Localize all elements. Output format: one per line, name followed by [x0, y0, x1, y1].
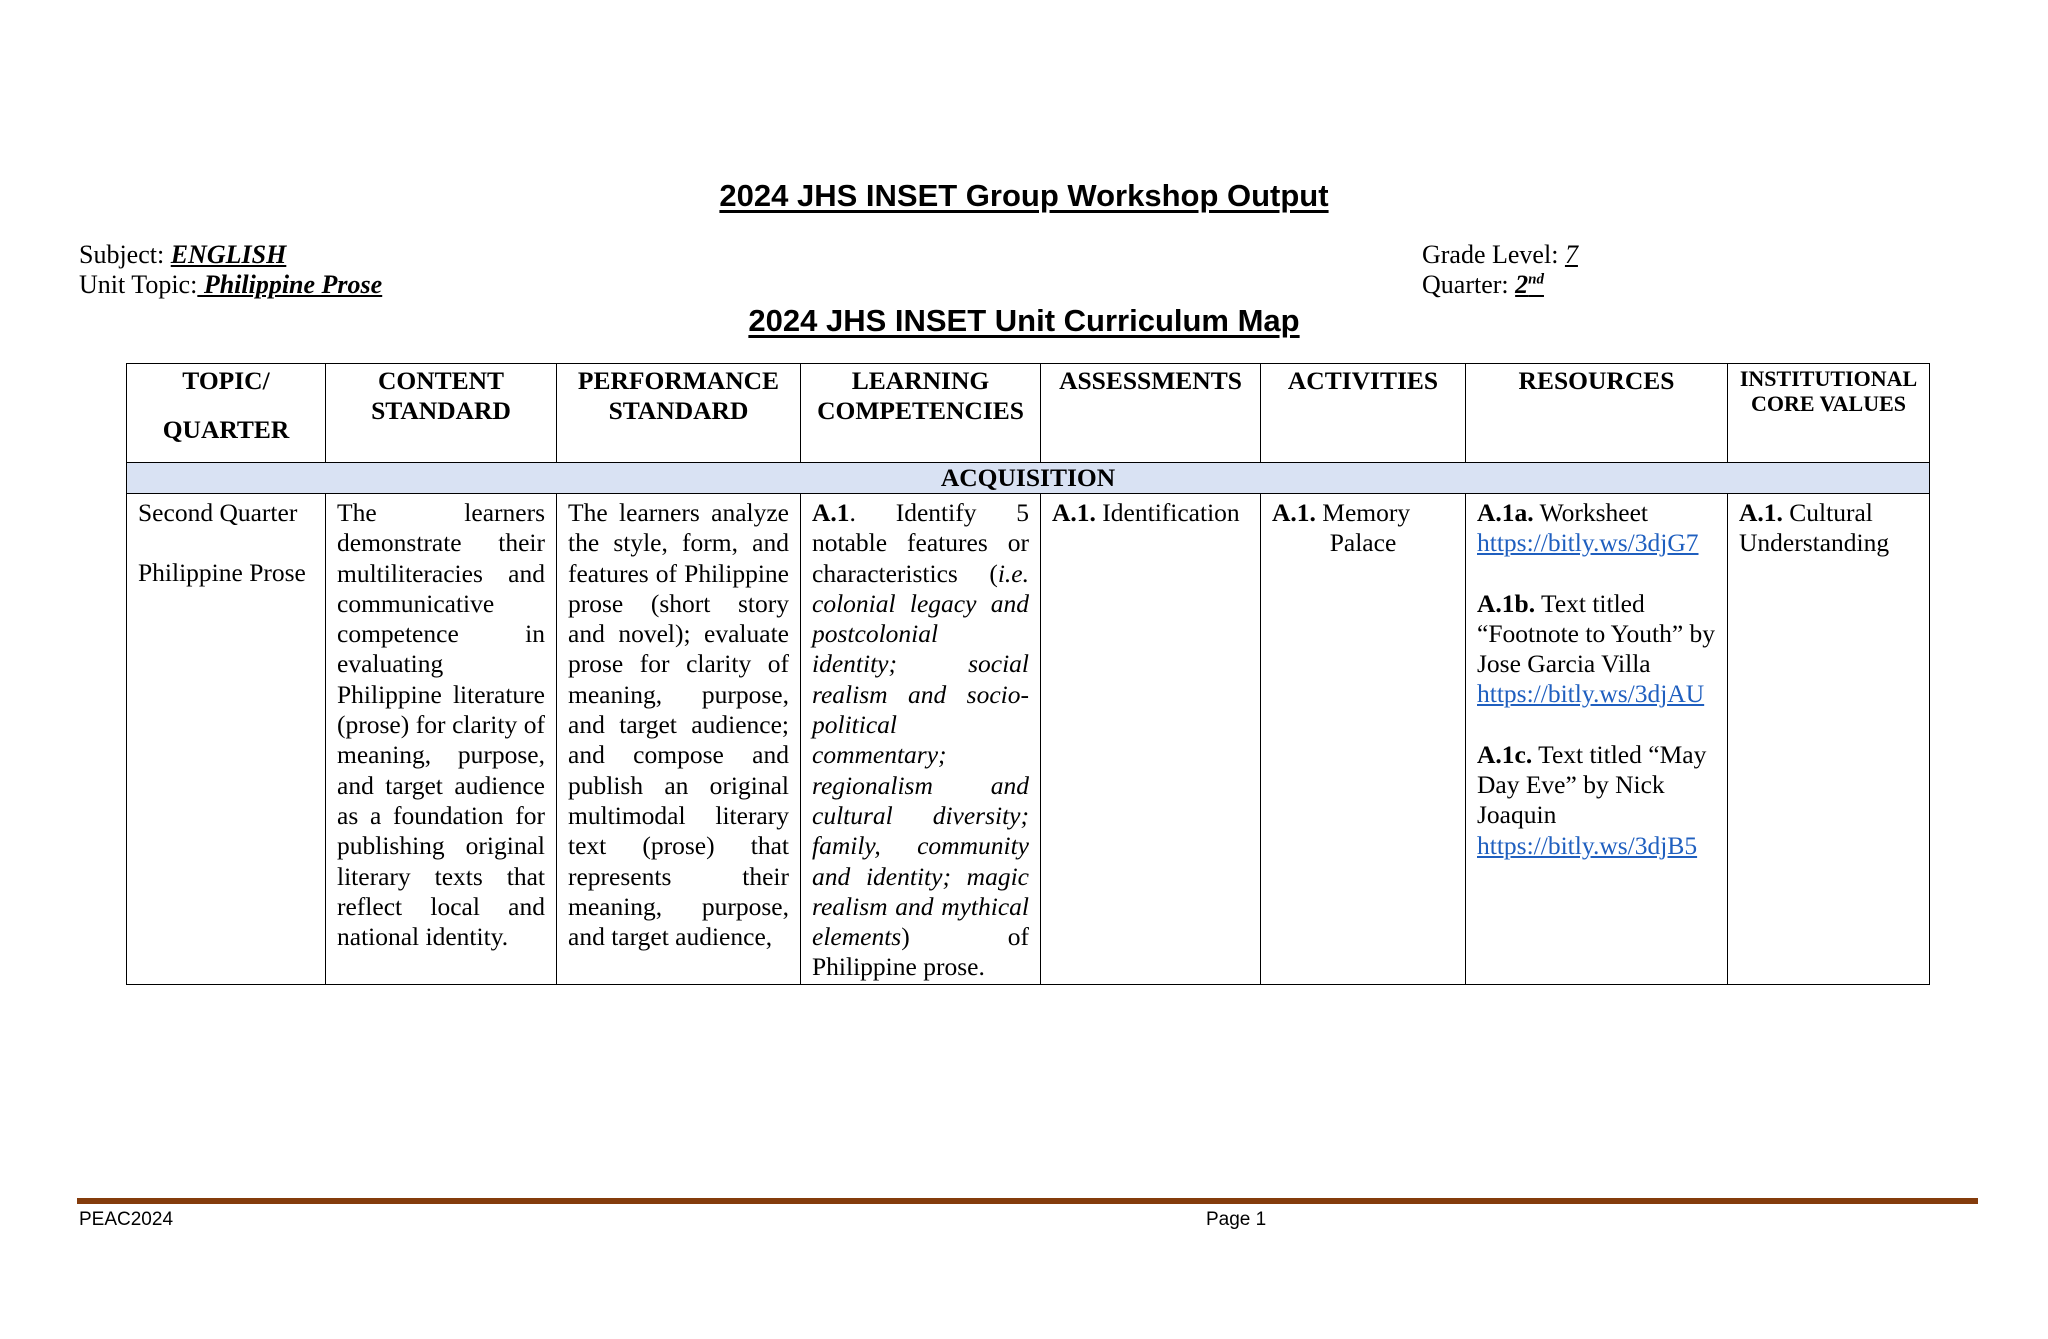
activity-text-2: Palace: [1329, 528, 1397, 558]
competency-examples: i.e. colonial legacy and postcolonial identity; social realism and socio-political commentary; regionalism and cultural diversity; family, community and identity; magic realism and mythical elements: [812, 558, 1029, 952]
value-text: Cultural Understanding: [1739, 498, 1890, 558]
quarter-text: Second Quarter: [138, 498, 298, 527]
header-learning-2: COMPETENCIES: [817, 396, 1024, 426]
cell-topic-quarter: [127, 494, 326, 985]
header-content: CONTENT: [377, 366, 505, 395]
activity-code: A.1.: [1272, 498, 1316, 527]
footer-page-number: Page 1: [1206, 1209, 1267, 1230]
meta-left: [79, 240, 382, 300]
footer-left: PEAC2024: [79, 1209, 174, 1230]
subject-line: [79, 240, 382, 270]
table-row: [127, 494, 1930, 985]
topic-text: Philippine Prose: [138, 558, 306, 588]
grade-value: 7: [1564, 240, 1578, 269]
resource-a-link[interactable]: https://bitly.ws/3djG7: [1477, 528, 1699, 558]
subject-label: Subject:: [79, 240, 165, 269]
competency-text: . Identify 5 notable features or characteristics (: [812, 498, 1029, 588]
competency-code: A.1: [812, 498, 850, 527]
header-assessments-text: ASSESSMENTS: [1059, 366, 1242, 395]
cell-performance-standard: The learners analyze the style, form, and features of Philippine prose (short story and novel); evaluate prose for clarity of meaning, purpose, and target audience; and compose and publish an original multimodal literary text (prose) that represents their meaning, purpose, and target audience,: [557, 494, 801, 985]
header-assessments: [1041, 364, 1261, 463]
header-activities: [1261, 364, 1466, 463]
resource-a-code: A.1a.: [1477, 498, 1534, 527]
header-learning: LEARNING: [851, 366, 990, 395]
curriculum-map-title: 2024 JHS INSET Unit Curriculum Map: [748, 303, 1300, 338]
unit-topic-label: Unit Topic:: [79, 270, 198, 299]
activity-text: Memory: [1315, 498, 1411, 527]
assessment-text: Identification: [1095, 498, 1240, 527]
header-topic: TOPIC/: [182, 366, 270, 395]
cell-learning-competencies: [801, 494, 1041, 985]
grade-label: Grade Level:: [1422, 240, 1559, 269]
header-performance: PERFORMANCE: [577, 366, 780, 395]
assessment-code: A.1.: [1052, 498, 1096, 527]
header-resources-text: RESOURCES: [1518, 366, 1675, 395]
cell-activities: [1261, 494, 1466, 985]
resource-a-text: Worksheet: [1533, 498, 1648, 527]
footer-rule: [77, 1198, 1978, 1204]
resource-b-code: A.1b.: [1477, 588, 1536, 618]
cell-assessments: [1041, 494, 1261, 985]
header-values-2: CORE VALUES: [1750, 391, 1907, 416]
meta-right: [1422, 240, 1578, 300]
quarter-value: [1515, 270, 1544, 299]
resource-c-text: Text titled “May Day Eve” by Nick Joaquin: [1477, 739, 1707, 830]
document-title: 2024 JHS INSET Group Workshop Output: [719, 178, 1329, 213]
header-core-values: [1728, 364, 1930, 463]
resource-b-link[interactable]: https://bitly.ws/3djAU: [1477, 679, 1705, 709]
value-code: A.1.: [1739, 498, 1783, 527]
quarter-suffix: nd: [1528, 271, 1544, 288]
grade-line: [1422, 240, 1578, 270]
quarter-line: [1422, 270, 1578, 300]
unit-topic-value: Philippine Prose: [197, 270, 383, 299]
header-row: [127, 364, 1930, 463]
header-values: INSTITUTIONAL: [1739, 366, 1918, 391]
header-performance-2: STANDARD: [608, 396, 749, 426]
header-resources: [1466, 364, 1728, 463]
header-content-standard: [326, 364, 557, 463]
header-content-2: STANDARD: [371, 396, 511, 426]
competency-end: ) of Philippine prose.: [812, 922, 1029, 982]
header-activities-text: ACTIVITIES: [1287, 366, 1439, 395]
resource-c-link[interactable]: https://bitly.ws/3djB5: [1477, 830, 1698, 860]
header-topic-quarter: [127, 364, 326, 463]
section-acquisition: ACQUISITION: [127, 463, 1930, 494]
section-row: [127, 463, 1930, 494]
unit-topic-line: [79, 270, 382, 300]
quarter-label: Quarter:: [1422, 270, 1509, 299]
header-learning-competencies: [801, 364, 1041, 463]
resource-c-code: A.1c.: [1477, 739, 1533, 769]
subject-value: ENGLISH: [170, 240, 287, 269]
header-performance-standard: [557, 364, 801, 463]
cell-core-values: [1728, 494, 1930, 985]
header-quarter: QUARTER: [162, 415, 290, 445]
cell-content-standard: The learners demonstrate their multiliteracies and communicative competence in evaluating Philippine literature (prose) for clarity of meaning, purpose, and target audience as a foundation for publishing original literary texts that reflect local and national identity.: [326, 494, 557, 985]
cell-resources: [1466, 494, 1728, 985]
resource-b-text: Text titled “Footnote to Youth” by Jose Garcia Villa: [1477, 588, 1716, 679]
curriculum-map-table: [126, 363, 1930, 985]
quarter-number: 2: [1515, 270, 1529, 299]
